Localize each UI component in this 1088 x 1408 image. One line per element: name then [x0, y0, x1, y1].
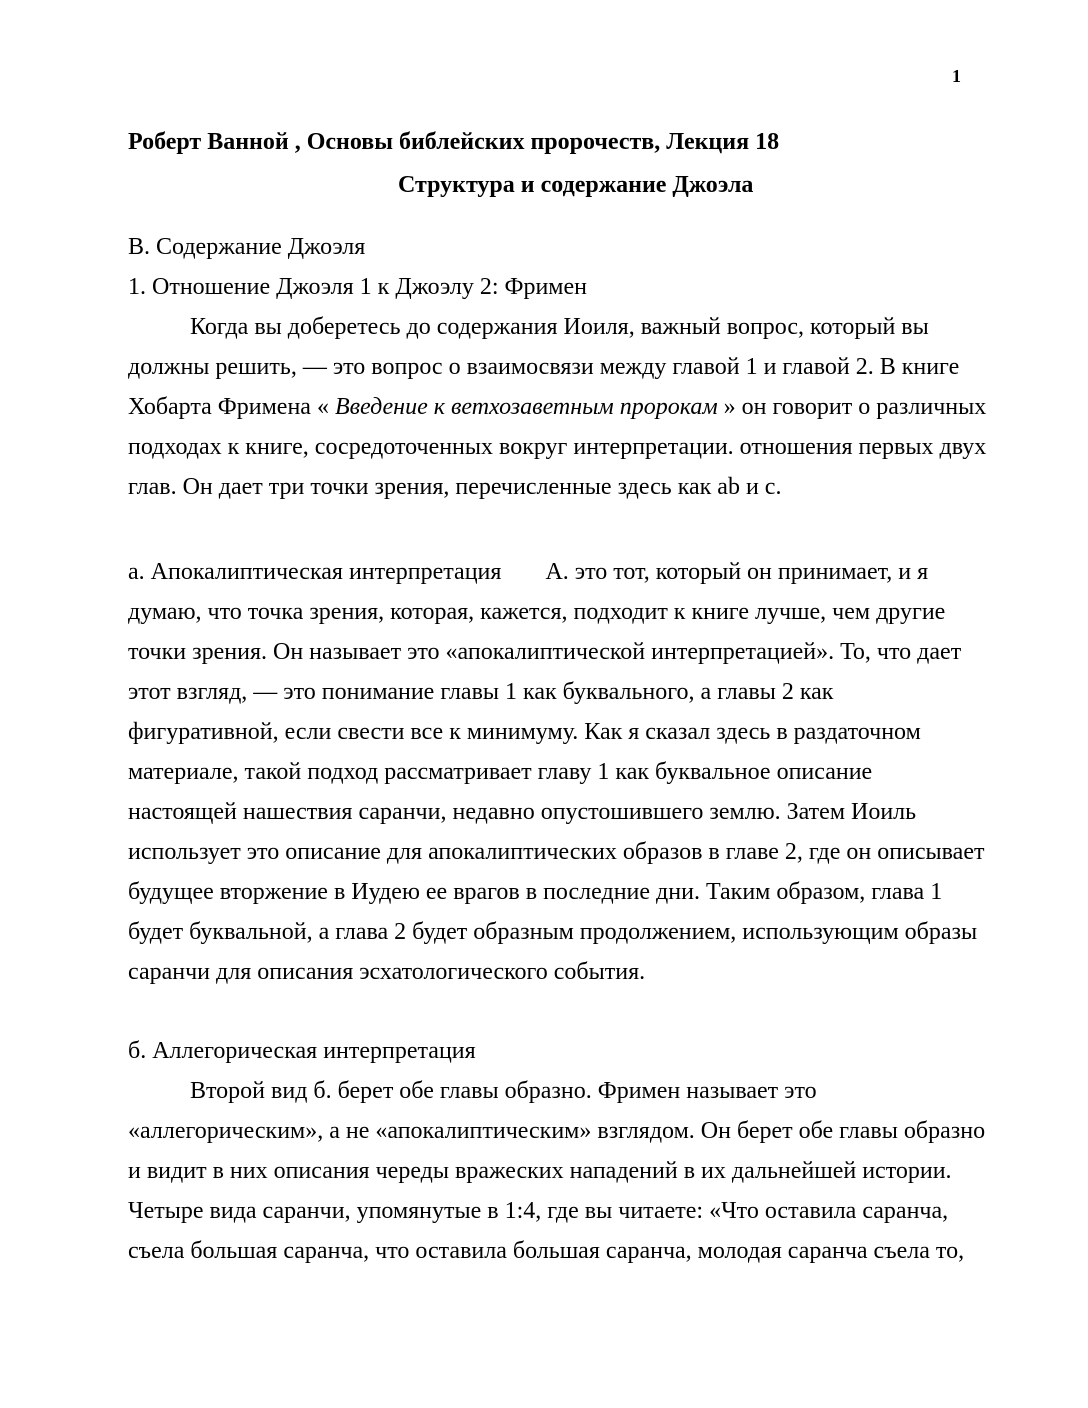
subsection-heading: 1. Отношение Джоэля 1 к Джоэлу 2: Фримен — [128, 274, 587, 300]
document-title: Роберт Ванной , Основы библейских пророчеств, Лекция 18 — [128, 129, 780, 155]
section-a-heading: а. Апокалиптическая интерпретация — [128, 559, 502, 585]
paragraph-line: и видит в них описания череды вражеских нападений в их дальнейшей истории. — [128, 1158, 952, 1184]
paragraph-line: фигуративной, если свести все к минимуму. Как я сказал здесь в раздаточном — [128, 719, 921, 745]
paragraph-line: настоящей нашествия саранчи, недавно опустошившего землю. Затем Иоиль — [128, 799, 917, 825]
section-a-block — [128, 552, 985, 992]
document-subtitle: Структура и содержание Джоэла — [398, 172, 754, 198]
paragraph-line — [128, 387, 987, 427]
book-title: Введение к ветхозаветным пророкам — [334, 394, 718, 420]
paragraph-line: Когда вы доберетесь до содержания Иоиля, важный вопрос, который вы — [190, 314, 929, 340]
section-heading: B. Содержание Джоэля — [128, 234, 366, 260]
paragraph-line: будет буквальной, а глава 2 будет образным продолжением, использующим образы — [128, 919, 978, 945]
paragraph-line: Второй вид б. берет обе главы образно. Фримен называет это — [190, 1078, 817, 1104]
paragraph-line: точки зрения. Он называет это «апокалиптической интерпретацией». То, что дает — [128, 639, 962, 665]
paragraph-line: подходах к книге, сосредоточенных вокруг интерпретации. отношения первых двух — [128, 434, 987, 460]
text-run: » он говорит о различных — [717, 394, 987, 420]
text-run: A. это тот, который он принимает, и я — [545, 559, 929, 585]
page-number: 1 — [952, 66, 961, 86]
paragraph-line: использует это описание для апокалиптических образов в главе 2, где он описывает — [128, 839, 985, 865]
paragraph-line: саранчи для описания эсхатологического события. — [128, 959, 646, 985]
section-b-block — [128, 1031, 986, 1271]
paragraph-line: глав. Он дает три точки зрения, перечисленные здесь как ab и c. — [128, 474, 782, 500]
paragraph-line: материале, такой подход рассматривает главу 1 как буквальное описание — [128, 759, 873, 785]
paragraph-line: будущее вторжение в Иудею ее врагов в последние дни. Таким образом, глава 1 — [128, 879, 943, 905]
paragraph-line: съела большая саранча, что оставила большая саранча, молодая саранча съела то, — [128, 1238, 965, 1264]
paragraph-line: должны решить, — это вопрос о взаимосвязи между главой 1 и главой 2. В книге — [128, 354, 960, 380]
intro-block — [128, 227, 987, 507]
paragraph-line: Четыре вида саранчи, упомянутые в 1:4, где вы читаете: «Что оставила саранча, — [128, 1198, 949, 1224]
text-run: Хобарта Фримена « — [128, 394, 335, 420]
paragraph-line — [128, 552, 968, 592]
paragraph-line: «аллегорическим», а не «апокалиптическим» взглядом. Он берет обе главы образно — [128, 1118, 986, 1144]
paragraph-line: думаю, что точка зрения, которая, кажется, подходит к книге лучше, чем другие — [128, 599, 946, 625]
section-b-heading: б. Аллегорическая интерпретация — [128, 1038, 476, 1064]
paragraph-line: этот взгляд, — это понимание главы 1 как буквального, а главы 2 как — [128, 679, 834, 705]
